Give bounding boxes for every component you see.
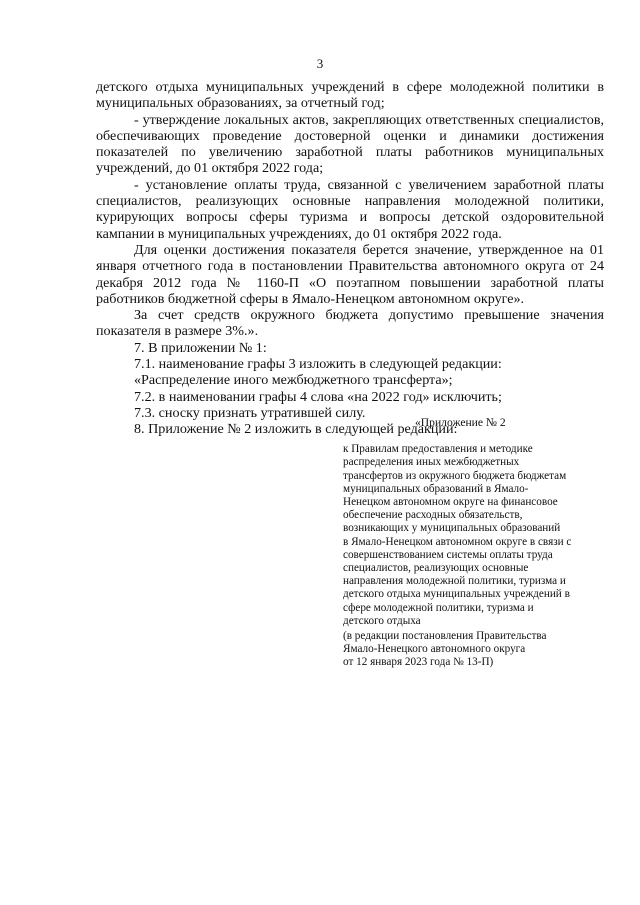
appendix-title: «Приложение № 2 <box>415 416 506 429</box>
appendix-edition-note <box>343 630 611 670</box>
appendix-line: направления молодежной политики, туризма и <box>343 575 566 588</box>
appendix-line: Ненецком автономном округе на финансовое <box>343 496 558 509</box>
document-body <box>96 79 604 438</box>
item-7-1: 7.1. наименование графы 3 изложить в следующей редакции: <box>134 356 502 373</box>
appendix-line: муниципальных образований в Ямало- <box>343 482 529 495</box>
edition-line: от 12 января 2023 года № 13-П) <box>343 656 494 669</box>
appendix-line: трансфертов из окружного бюджета бюджетам <box>343 469 567 482</box>
appendix-line: распределения иных межбюджетных <box>343 456 520 469</box>
appendix-header-block <box>343 416 611 670</box>
appendix-line: сфере молодежной политики, туризма и <box>343 601 534 614</box>
edition-line: (в редакции постановления Правительства <box>343 630 547 643</box>
page-number: 3 <box>316 56 324 71</box>
paragraph-salary-setting: - установление оплаты труда, связанной с увеличением заработной платы специалистов, реализующих основные направления молодежной политики, курирующих вопросы сферы туризма и вопросы детской оздоровительной кампании в муниципальных учреждениях, до 01 октября 2022 года. <box>96 176 604 242</box>
appendix-line: в Ямало-Ненецком автономном округе в связи с <box>343 535 572 548</box>
paragraph-continuation: детского отдыха муниципальных учреждений в сфере молодежной политики в муниципальных образованиях, за отчетный год; <box>96 79 604 112</box>
appendix-line: детского отдыха <box>343 614 421 627</box>
appendix-line: возникающих у муниципальных образований <box>343 522 561 535</box>
edition-line: Ямало-Ненецкого автономного округа <box>343 643 526 656</box>
item-7-2: 7.2. в наименовании графы 4 слова «на 2022 год» исключить; <box>134 388 502 405</box>
appendix-line: детского отдыха муниципальных учреждений в <box>343 588 570 601</box>
item-7-3: 7.3. сноску признать утратившей силу. <box>134 404 366 421</box>
item-8: 8. Приложение № 2 изложить в следующей редакции: <box>134 421 458 438</box>
appendix-line: обеспечение расходных обязательств, <box>343 509 523 522</box>
paragraph-indicator-assessment: Для оценки достижения показателя берется значение, утвержденное на 01 января отчетного года в постановлении Правительства автономного округа от 24 декабря 2012 года № 1160-П «О поэтапном повышении заработной платы работников бюджетной сферы в Ямало-Ненецком автономном округе». <box>96 241 604 307</box>
appendix-line: специалистов, реализующих основные <box>343 562 529 575</box>
paragraph-budget-excess: За счет средств окружного бюджета допустимо превышение значения показателя в размере 3%.». <box>96 307 604 340</box>
appendix-line: к Правилам предоставления и методике <box>343 443 533 456</box>
appendix-line: совершенствованием системы оплаты труда <box>343 548 553 561</box>
item-7: 7. В приложении № 1: <box>134 339 267 356</box>
paragraph-local-acts: - утверждение локальных актов, закрепляющих ответственных специалистов, обеспечивающих проведение достоверной оценки и динамики достижения показателей по увеличению заработной платы работников муниципальных учреждений, до 01 октября 2022 года; <box>96 111 604 177</box>
item-7-1-text: «Распределение иного межбюджетного трансферта»; <box>134 372 453 389</box>
